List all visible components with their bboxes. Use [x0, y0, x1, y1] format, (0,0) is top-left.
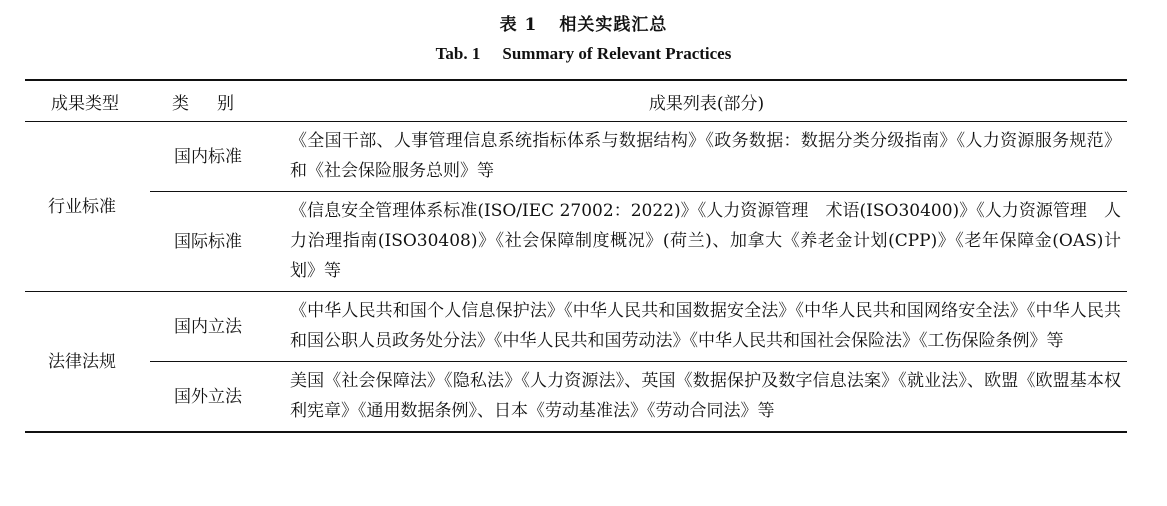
- table-row: [25, 122, 1127, 192]
- table-label-cn: 表 1: [499, 15, 538, 35]
- content-cell: 《信息安全管理体系标准(ISO/IEC 27002：2022)》《人力资源管理 术语(ISO30400)》《人力资源管理 人力治理指南(ISO30408)》《社会保障制度概况》(荷兰)、加拿大《养老金计划(CPP)》《老年保障金(OAS)计划》等: [286, 192, 1127, 292]
- table-title-en: Summary of Relevant Practices: [502, 44, 732, 63]
- category-cell: 国内立法: [150, 292, 286, 362]
- header-category: 类别: [150, 80, 286, 122]
- content-cell: 《全国干部、人事管理信息系统指标体系与数据结构》《政务数据：数据分类分级指南》《人力资源服务规范》和《社会保险服务总则》等: [290, 131, 1121, 181]
- category-cell: 国内标准: [174, 146, 242, 167]
- table-row: [25, 192, 1127, 292]
- table-caption-cn: [0, 10, 1167, 35]
- result-type-cell: 法律法规: [25, 292, 150, 433]
- table-caption-en: [0, 44, 1167, 64]
- header-result-list: 成果列表(部分): [286, 80, 1127, 122]
- category-cell: 国外立法: [150, 362, 286, 433]
- table-label-en: Tab. 1: [435, 44, 481, 63]
- practices-table: [25, 79, 1127, 433]
- header-row: [25, 80, 1127, 122]
- content-cell: 《中华人民共和国个人信息保护法》《中华人民共和国数据安全法》《中华人民共和国网络安全法》《中华人民共和国公职人员政务处分法》《中华人民共和国劳动法》《中华人民共和国社会保险法》《工伤保险条例》等: [286, 292, 1127, 362]
- content-cell: 美国《社会保障法》《隐私法》《人力资源法》、英国《数据保护及数字信息法案》《就业法》、欧盟《欧盟基本权利宪章》《通用数据条例》、日本《劳动基准法》《劳动合同法》等: [286, 362, 1127, 433]
- category-cell: 国际标准: [150, 192, 286, 292]
- table-row: [25, 362, 1127, 433]
- result-type-cell: 行业标准: [48, 196, 116, 217]
- header-result-type: 成果类型: [25, 80, 150, 122]
- table-title-cn: 相关实践汇总: [559, 15, 668, 35]
- table-row: [25, 292, 1127, 362]
